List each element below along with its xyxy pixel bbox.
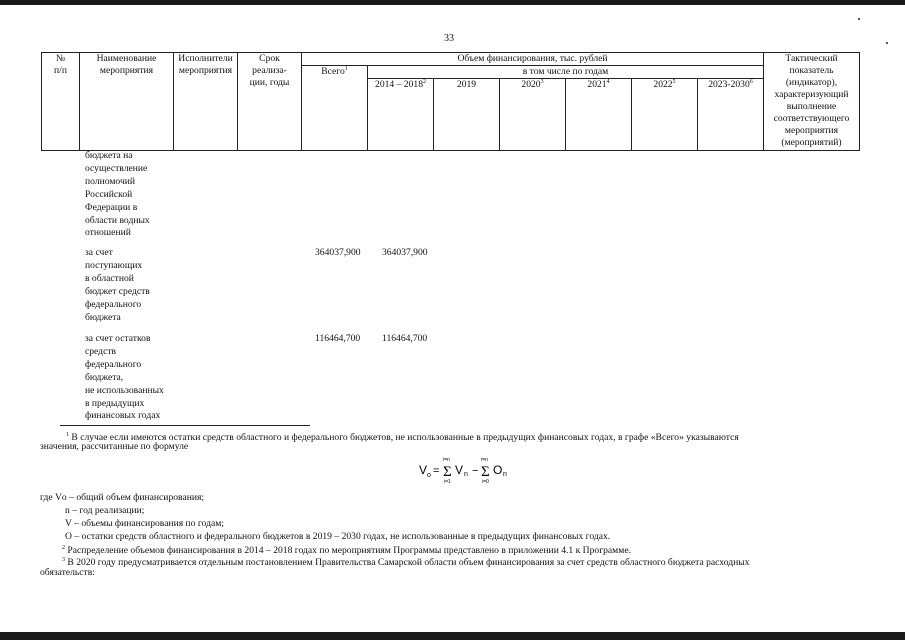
scan-edge-bottom (0, 632, 905, 640)
svg-text:n: n (503, 471, 507, 478)
scan-speck (886, 42, 888, 44)
row-total-federal-remains: 116464,700 (315, 333, 361, 344)
header-total: Всего$^1$ (302, 65, 368, 150)
header-num: № п/п (42, 53, 80, 151)
footnote-2: $^2$ Распределение объемов финансирования в 2014 – 2018 годах по мероприятиям Программы представлено в приложении 4.1 к Программе. (62, 545, 631, 557)
financing-table (41, 52, 860, 151)
svg-text:Σ: Σ (443, 464, 452, 480)
scan-speck (858, 18, 860, 20)
svg-text:i=1: i=1 (444, 479, 451, 485)
row-total-federal-income: 364037,900 (315, 247, 361, 258)
header-year-2023-2030: 2023-2030$^6$ (698, 78, 764, 150)
header-year-2019: 2019 (434, 78, 500, 150)
svg-text:V: V (419, 463, 428, 477)
header-year-2014-2018: 2014 – 2018$^2$ (368, 78, 434, 150)
row-text-federal-income: за счет поступающих в областной бюджет средств федерального бюджета (85, 247, 150, 323)
footnote-3-continuation: обязательств: (40, 567, 95, 578)
svg-text:i=n: i=n (481, 457, 488, 463)
row-2014-2018-federal-remains: 116464,700 (382, 333, 428, 344)
header-year-2021: 2021$^4$ (566, 78, 632, 150)
footnote-3: $^3$ В 2020 году предусматривается отдельным постановлением Правительства Самарской области объем финансирования за счет средств областного бюджета расходных (62, 557, 750, 569)
svg-text:V: V (455, 463, 464, 477)
header-by-years: в том числе по годам (368, 65, 764, 78)
header-executors: Исполнители мероприятия (174, 53, 238, 151)
header-financing: Объем финансирования, тыс. рублей (302, 53, 764, 66)
svg-text:i=0: i=0 (482, 479, 489, 485)
svg-text:i=n: i=n (443, 457, 450, 463)
header-indicator: Тактический показатель (индикатор), характеризующий выполнение соответствующего мероприятия (мероприятий) (764, 53, 860, 151)
svg-text:О: О (493, 463, 503, 477)
svg-text:o: o (427, 472, 431, 479)
row-text-water-powers: бюджета на осуществление полномочий Российской Федерации в области водных отношений (85, 150, 150, 239)
footnote-separator (60, 425, 310, 426)
page-number: 33 (444, 33, 454, 44)
svg-text:−: − (472, 465, 479, 477)
row-2014-2018-federal-income: 364037,900 (382, 247, 428, 258)
legend-vo: где Vо – общий объем финансирования; (40, 492, 205, 503)
row-text-federal-remains: за счет остатков средств федерального бюджета, не использованных в предыдущих финансовых годах (85, 333, 164, 422)
svg-text:Σ: Σ (481, 464, 490, 480)
footnote-1-continuation: значения, рассчитанные по формуле (40, 441, 189, 452)
legend-v: V – объемы финансирования по годам; (65, 518, 224, 529)
legend-o: О – остатки средств областного и федерального бюджетов в 2019 – 2030 годах, не использованные в предыдущих финансовых годах. (65, 531, 611, 542)
header-name: Наименование мероприятия (80, 53, 174, 151)
scan-edge-top (0, 0, 905, 5)
formula-image (417, 452, 527, 486)
svg-text:n: n (464, 471, 468, 478)
footnote-1: $^1$ В случае если имеются остатки средств областного и федерального бюджетов, не использованные в предыдущих финансовых годах, в графе «Всего» указываются (66, 432, 739, 444)
header-year-2022: 2022$^5$ (632, 78, 698, 150)
legend-n: n – год реализации; (65, 505, 145, 516)
svg-text:=: = (433, 465, 440, 477)
header-year-2020: 2020$^3$ (500, 78, 566, 150)
header-term: Срок реализа- ции, годы (238, 53, 302, 151)
